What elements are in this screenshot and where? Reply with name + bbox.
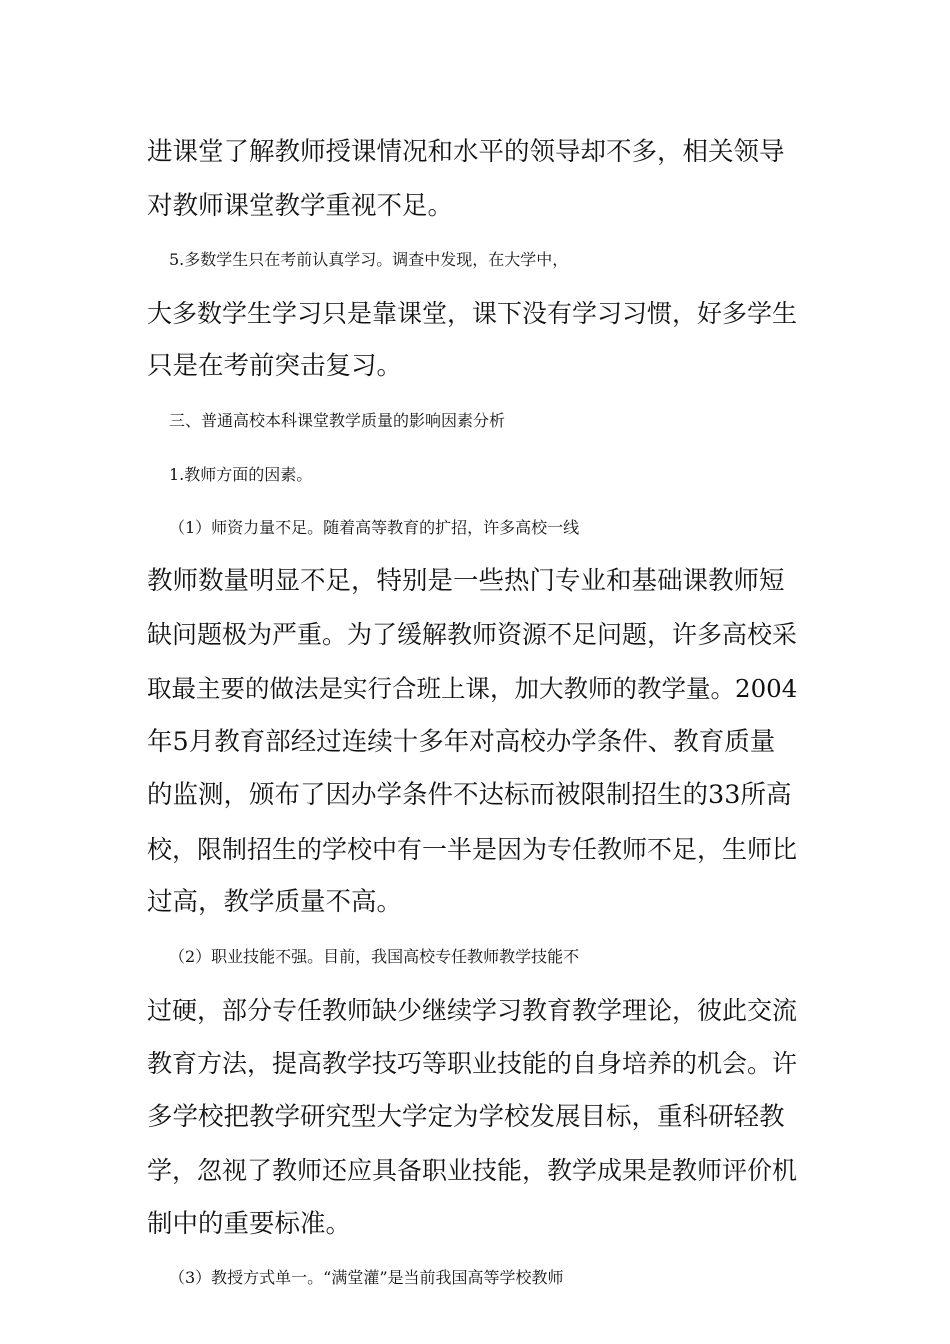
- text-line: 的监测，颁布了因办学条件不达标而被限制招生的33所高: [147, 780, 792, 811]
- text-line: （2）职业技能不强。目前，我国高校专任教师教学技能不: [169, 946, 580, 966]
- text-line: 校，限制招生的学校中有一半是因为专任教师不足，生师比: [147, 834, 798, 864]
- text-line: 制中的重要标准。: [147, 1208, 352, 1239]
- text-line: 三、普通高校本科课堂教学质量的影响因素分析: [169, 410, 506, 430]
- text-line: （3）教授方式单一。“满堂灌”是当前我国高等学校教师: [169, 1268, 564, 1288]
- text-line: 对教师课堂教学重视不足。: [147, 190, 454, 221]
- text-line: 取最主要的做法是实行合班上课，加大教师的教学量。2004: [147, 673, 798, 703]
- text-line: 缺问题极为严重。为了缓解教师资源不足问题，许多高校采: [147, 620, 798, 650]
- text-line: 多学校把教学研究型大学定为学校发展目标，重科研轻教: [147, 1101, 785, 1132]
- text-line: （1）师资力量不足。随着高等教育的扩招，许多高校一线: [169, 518, 580, 538]
- text-line: 大多数学生学习只是靠课堂，课下没有学习习惯，好多学生: [147, 298, 798, 328]
- text-line: 教育方法，提高教学技巧等职业技能的自身培养的机会。许: [147, 1049, 798, 1079]
- text-line: 教师数量明显不足，特别是一些热门专业和基础课教师短: [147, 565, 785, 596]
- text-line: 只是在考前突击复习。: [147, 351, 403, 382]
- document-body: [147, 126, 797, 1305]
- text-line: 过高，教学质量不高。: [147, 887, 403, 918]
- text-line: 年5月教育部经过连续十多年对高校办学条件、教育质量: [147, 726, 776, 757]
- text-line: 1.教师方面的因素。: [169, 464, 313, 484]
- text-line: 进课堂了解教师授课情况和水平的领导却不多，相关领导: [147, 137, 785, 167]
- text-line: 过硬，部分专任教师缺少继续学习教育教学理论，彼此交流: [147, 995, 798, 1025]
- text-line: 5.多数学生只在考前认真学习。调查中发现，在大学中，: [169, 250, 569, 270]
- text-line: 学，忽视了教师还应具备职业技能，教学成果是教师评价机: [147, 1156, 798, 1186]
